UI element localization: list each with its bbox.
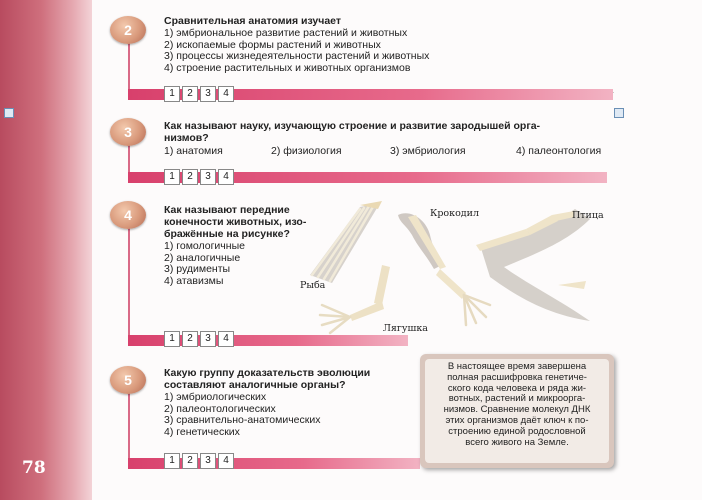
q3-answer-box-1[interactable]: 1: [164, 169, 180, 185]
info-text: [425, 359, 609, 463]
q5-number-badge: 5: [110, 366, 146, 394]
q2-number-badge: 2: [110, 16, 146, 44]
q4-line: [128, 226, 130, 338]
q4-title-line1: Как называют передние: [164, 204, 290, 216]
q4-answer-boxes: [164, 331, 234, 347]
q2-answer-box-1[interactable]: 1: [164, 86, 180, 102]
crocodile-limb-bones: [398, 213, 490, 325]
q3-title-line1: Как называют науку, изучающую строение и развитие зародышей орга-: [164, 120, 541, 132]
info-line: строению единой родословной: [448, 425, 586, 437]
info-box: [420, 354, 614, 468]
resize-handle-left[interactable]: [4, 108, 14, 118]
q3-option-3: 3) эмбриология: [390, 145, 466, 157]
info-line: этих организмов даёт ключ к по-: [445, 414, 589, 426]
q3-number-badge: 3: [110, 118, 146, 146]
info-line: В настоящее время завершена: [447, 361, 587, 372]
q5-answer-box-4[interactable]: 4: [218, 453, 234, 469]
q4-option-2: 2) аналогичные: [164, 251, 241, 264]
q5-option-3: 3) сравнительно-анатомических: [164, 414, 321, 426]
q3-title-line2: низмов?: [164, 132, 209, 144]
q3-answer-box-4[interactable]: 4: [218, 169, 234, 185]
q2-option-3: 3) процессы жизнедеятельности растений и животных: [164, 50, 430, 62]
info-line: полная расшифровка генетиче-: [447, 371, 587, 383]
q4-option-1: 1) гомологичные: [164, 240, 245, 252]
page-number: 78: [22, 458, 46, 478]
q4-answer-box-3[interactable]: 3: [200, 331, 216, 347]
q3-answer-box-3[interactable]: 3: [200, 169, 216, 185]
q4-option-3: 3) рудименты: [164, 263, 231, 275]
q4-title-line3: бражённые на рисунке?: [164, 228, 290, 240]
q5-title-line1: Какую группу доказательств эволюции: [164, 367, 371, 379]
info-line: всего живого на Земле.: [465, 436, 569, 448]
label-crocodile: Крокодил: [430, 208, 480, 219]
q2-option-4: 4) строение растительных и животных организмов: [164, 61, 411, 74]
q2-answer-box-3[interactable]: 3: [200, 86, 216, 102]
resize-handle-right[interactable]: [614, 108, 624, 118]
q4-answer-box-1[interactable]: 1: [164, 331, 180, 347]
q5-title-line2: составляют аналогичные органы?: [164, 379, 346, 391]
q4-number-badge: 4: [110, 201, 146, 229]
info-line: ского кода человека и ряда жи-: [447, 382, 587, 394]
q2-title: Сравнительная анатомия изучает: [164, 15, 342, 27]
label-bird: Птица: [572, 210, 604, 221]
q5-answer-boxes: [164, 453, 234, 469]
info-line: низмов. Сравнение молекул ДНК: [443, 404, 591, 416]
q5-answer-box-2[interactable]: 2: [182, 453, 198, 469]
q2-option-2: 2) ископаемые формы растений и животных: [164, 38, 381, 51]
q2-answer-boxes: [164, 86, 234, 102]
q3-option-2: 2) физиология: [271, 145, 342, 157]
q4-answer-box-2[interactable]: 2: [182, 331, 198, 347]
label-fish: Рыба: [300, 280, 326, 291]
bird-wing-bones: [476, 209, 590, 321]
q2-answer-box-2[interactable]: 2: [182, 86, 198, 102]
fish-fin-bones: [310, 201, 382, 283]
q5-option-2: 2) палеонтологических: [164, 402, 276, 415]
q3-answer-box-2[interactable]: 2: [182, 169, 198, 185]
q5-line: [128, 386, 130, 464]
q5-option-1: 1) эмбриологических: [164, 391, 267, 403]
q4-option-4: 4) атавизмы: [164, 274, 224, 287]
q4-answer-box-4[interactable]: 4: [218, 331, 234, 347]
q5-answer-box-3[interactable]: 3: [200, 453, 216, 469]
q3-option-4: 4) палеонтология: [516, 145, 602, 157]
q5-answer-box-1[interactable]: 1: [164, 453, 180, 469]
info-line: вотных, растений и микроорга-: [448, 393, 586, 405]
q5-option-4: 4) генетических: [164, 425, 240, 438]
q3-option-1: 1) анатомия: [164, 145, 223, 157]
q4-title-line2: конечности животных, изо-: [164, 216, 307, 228]
label-frog: Лягушка: [383, 323, 428, 334]
q2-option-1: 1) эмбриональное развитие растений и животных: [164, 27, 408, 39]
q3-answer-boxes: [164, 169, 234, 185]
page-margin-strip: [0, 0, 92, 500]
q2-answer-box-4[interactable]: 4: [218, 86, 234, 102]
